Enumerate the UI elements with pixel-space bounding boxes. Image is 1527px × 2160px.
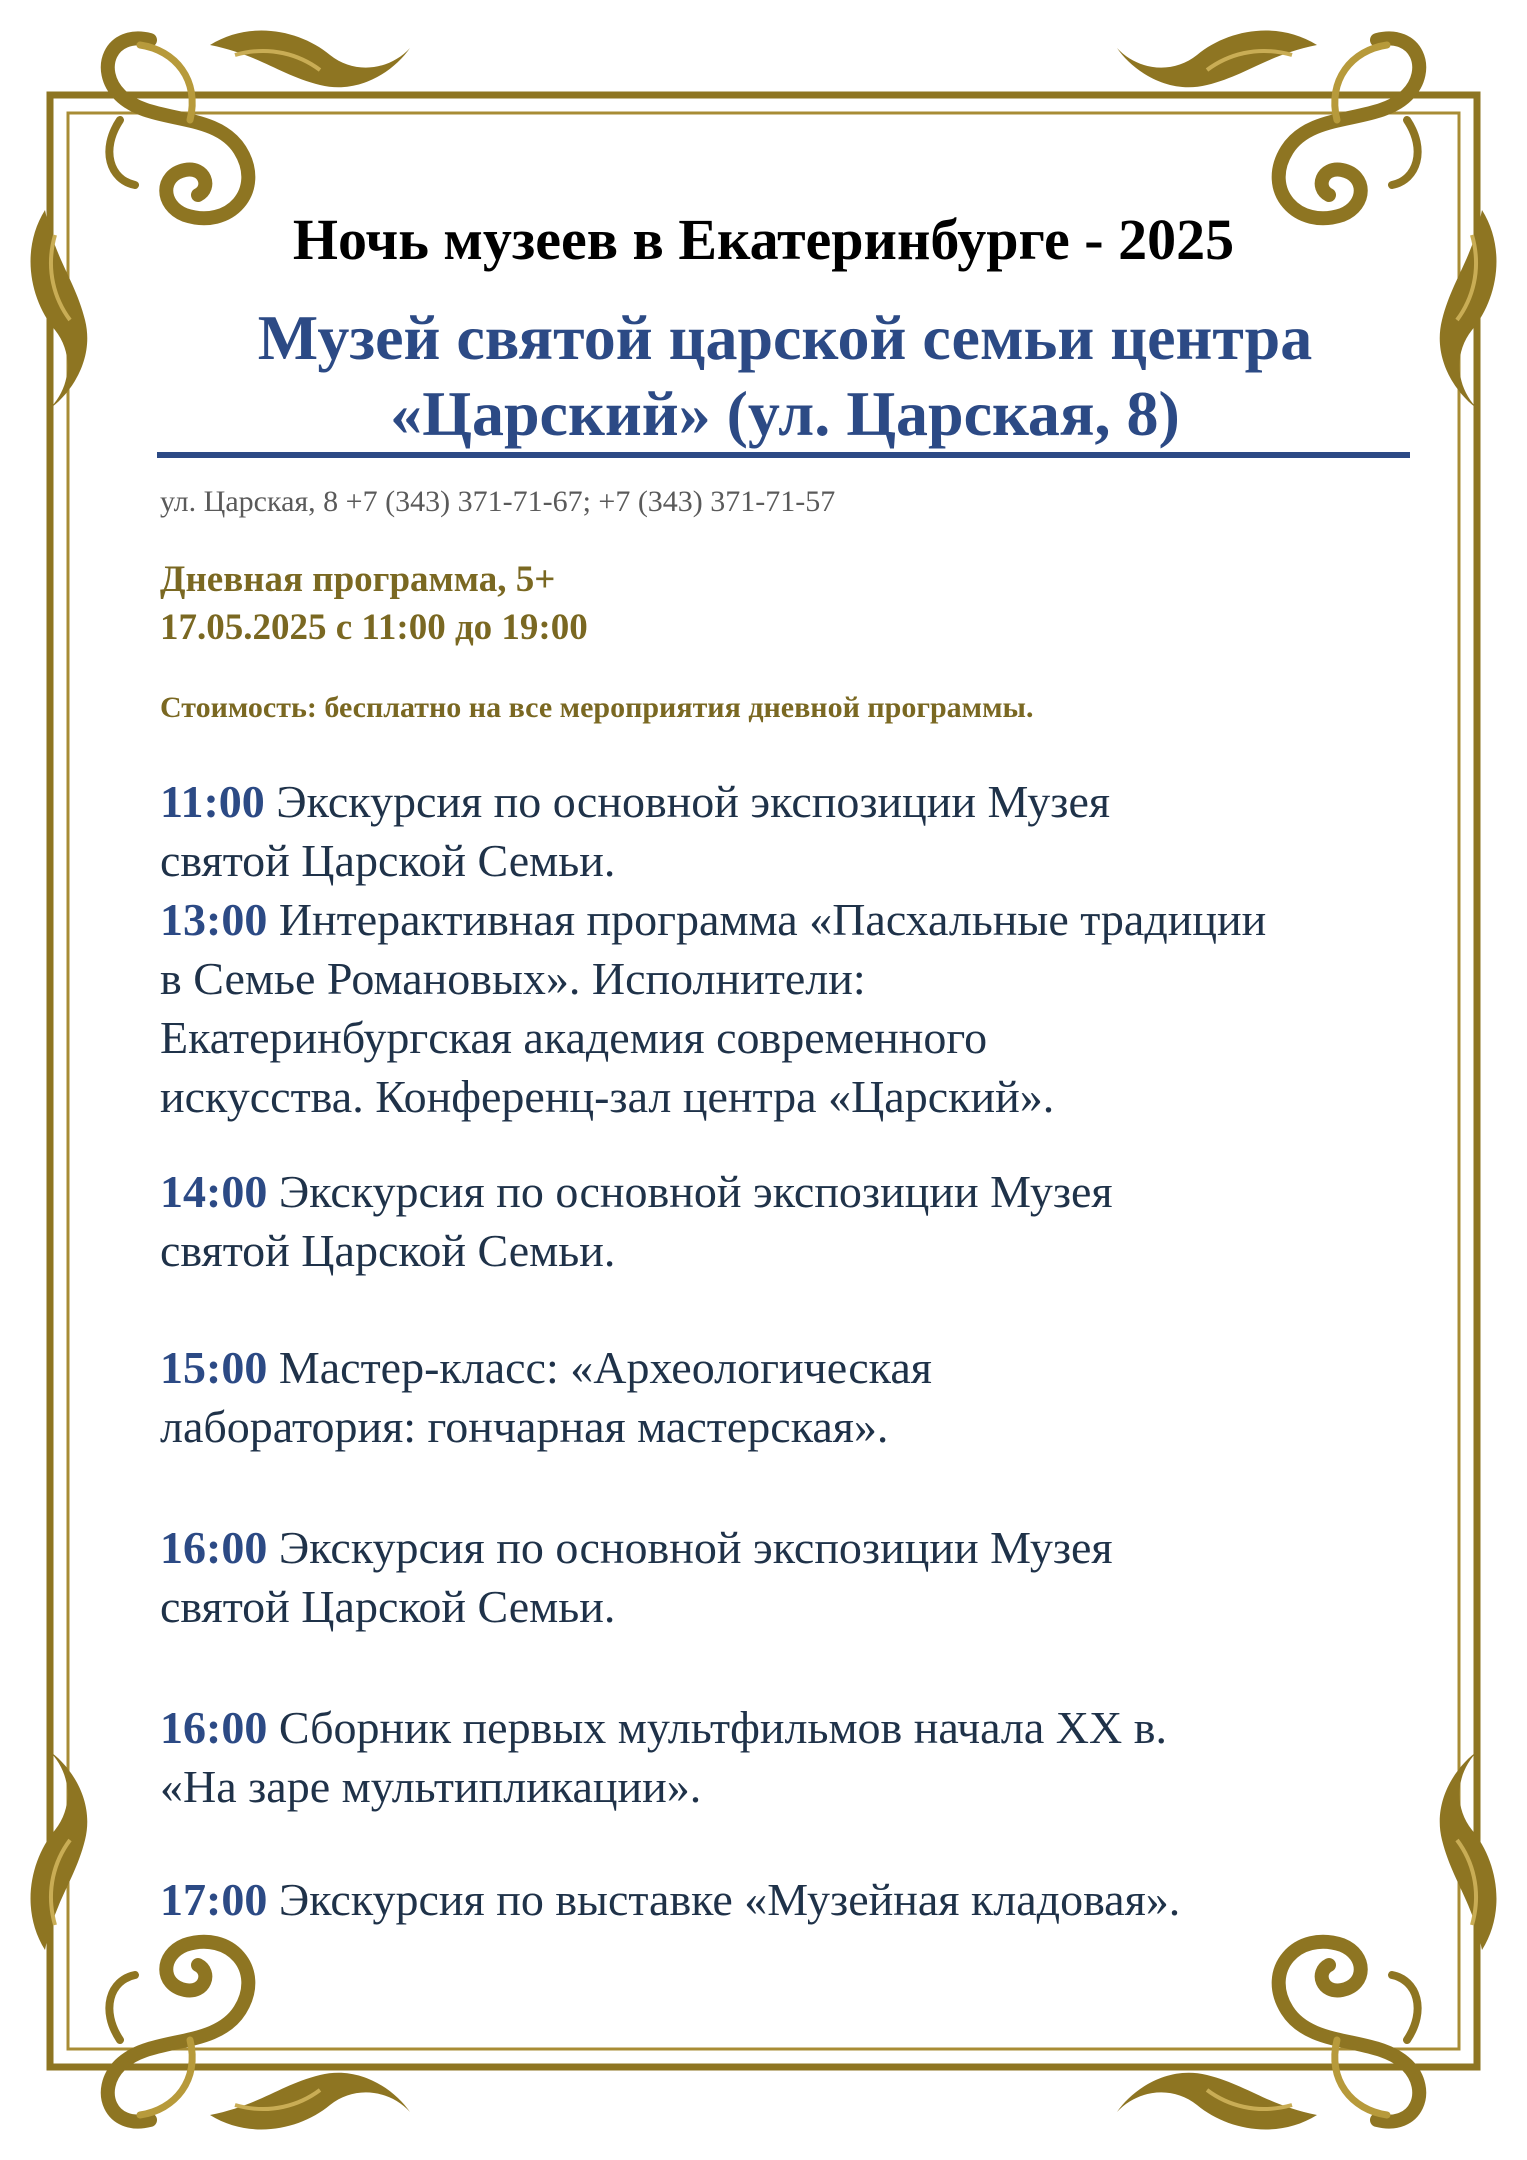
price-info: Стоимость: бесплатно на все мероприятия дневной программы. [160, 691, 1034, 724]
event-text: святой Царской Семьи. [160, 835, 616, 886]
event-text: Экскурсия по основной экспозиции Музея [278, 1522, 1113, 1573]
contact-info: ул. Царская, 8 +7 (343) 371-71-67; +7 (343) 371-71-57 [160, 485, 836, 518]
event-text: святой Царской Семьи. [160, 1581, 616, 1632]
schedule-item [160, 1338, 1420, 1456]
event-text: Экскурсия по основной экспозиции Музея [276, 776, 1111, 827]
header-divider [157, 452, 1410, 458]
event-time: 16:00 [160, 1522, 268, 1573]
event-text: Сборник первых мультфильмов начала XX в. [278, 1702, 1167, 1753]
schedule-item [160, 890, 1420, 1126]
museum-name [160, 300, 1410, 452]
schedule-item [160, 1870, 1420, 1929]
event-text: Мастер-класс: «Археологическая [278, 1342, 932, 1393]
schedule-item [160, 1698, 1420, 1816]
event-text: в Семье Романовых». Исполнители: [160, 953, 866, 1004]
event-text: Екатеринбургская академия современного [160, 1012, 988, 1063]
page-title: Ночь музеев в Екатеринбурге - 2025 [292, 207, 1235, 272]
event-text: святой Царской Семьи. [160, 1225, 616, 1276]
program-label: Дневная программа, 5+ [160, 559, 556, 600]
event-time: 17:00 [160, 1874, 268, 1925]
event-text: Интерактивная программа «Пасхальные традиции [278, 894, 1267, 945]
event-time: 13:00 [160, 894, 268, 945]
event-text: лаборатория: гончарная мастерская». [160, 1401, 889, 1452]
schedule-item [160, 1518, 1420, 1636]
event-text: Экскурсия по основной экспозиции Музея [278, 1166, 1113, 1217]
event-text: искусства. Конференц-зал центра «Царский». [160, 1071, 1055, 1122]
schedule-item [160, 772, 1420, 890]
event-text: «На заре мультипликации». [160, 1761, 702, 1812]
program-info [160, 556, 588, 652]
museum-name-line1: Музей святой царской семьи центра [257, 302, 1313, 373]
schedule-item [160, 1162, 1420, 1280]
museum-name-line2: «Царский» (ул. Царская, 8) [390, 378, 1180, 449]
event-text: Экскурсия по выставке «Музейная кладовая». [278, 1874, 1181, 1925]
event-time: 11:00 [160, 776, 265, 827]
event-time: 16:00 [160, 1702, 268, 1753]
program-date-time: 17.05.2025 с 11:00 до 19:00 [160, 607, 588, 648]
event-time: 14:00 [160, 1166, 268, 1217]
event-time: 15:00 [160, 1342, 268, 1393]
